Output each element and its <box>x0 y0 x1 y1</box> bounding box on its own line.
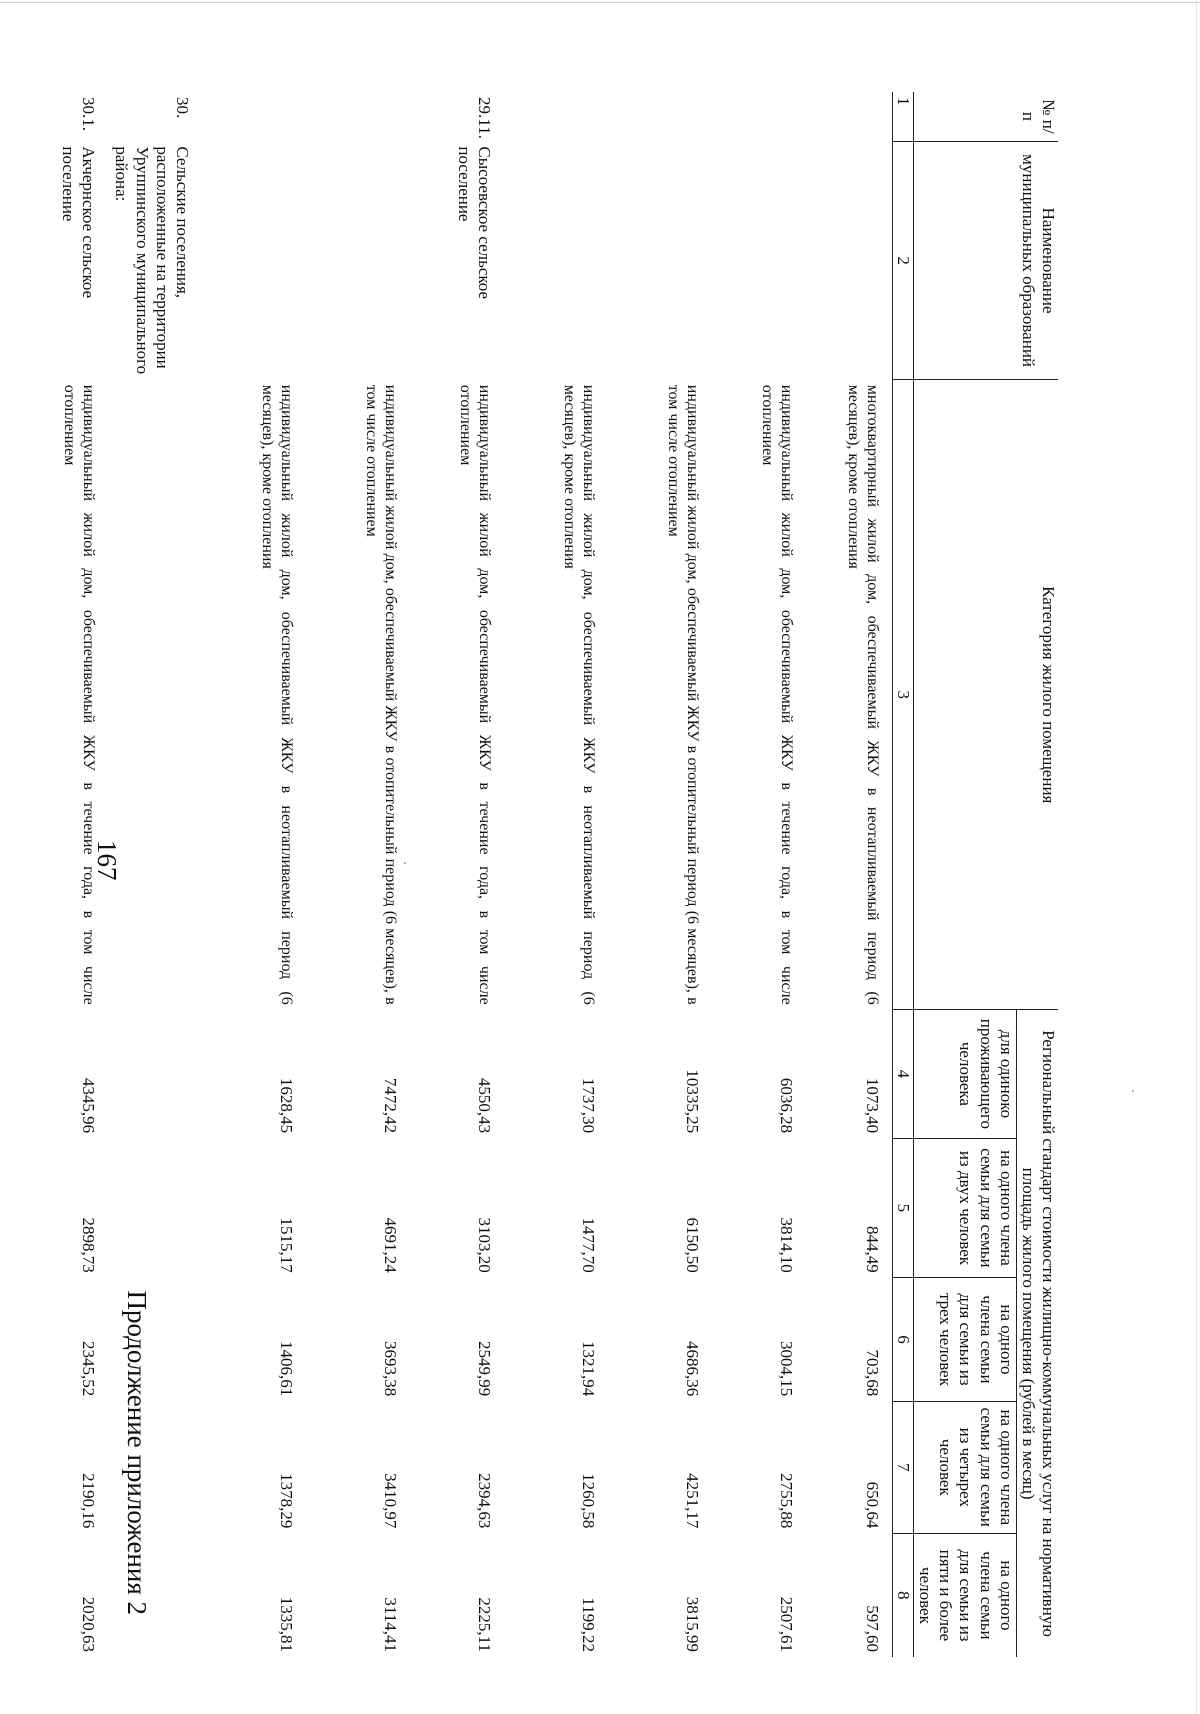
column-number-4: 4 <box>892 1010 913 1138</box>
row-municipality <box>298 141 402 379</box>
header-family-three: на одного члена семьи для семьи из трех человек <box>914 1278 1017 1402</box>
row-value-col-8: 1199,22 <box>579 1597 599 1652</box>
row-value-col-5: 4691,24 <box>381 1217 401 1273</box>
page-number: 167 <box>92 840 122 881</box>
row-municipality <box>704 141 798 379</box>
header-family-five-plus: на одного члена семьи для семьи из пяти и более человек <box>915 1549 1017 1642</box>
row-municipality <box>496 141 600 379</box>
row-value-col-7 <box>100 1401 194 1533</box>
row-value-col-6: 703,68 <box>862 1349 882 1397</box>
row-value-col-5: 1515,17 <box>277 1217 297 1273</box>
row-value-col-4: 7472,42 <box>381 1077 401 1134</box>
row-value-col-6: 1406,61 <box>277 1340 297 1397</box>
row-value-col-7: 2190,16 <box>79 1473 99 1529</box>
row-value-col-8: 2225,11 <box>475 1597 495 1652</box>
row-category: индивидуальный жилой дом, обеспечиваемый ЖКУ в отопительный период (6 месяцев), в том числе отоплением <box>363 384 400 1005</box>
row-municipality: Сысоевское сельское поселение <box>454 146 495 300</box>
continuation-label: Продолжение приложения 2 <box>122 1290 152 1615</box>
housing-cost-table <box>30 92 1058 1657</box>
row-value-col-6: 2549,99 <box>475 1340 495 1397</box>
row-value-col-8: 3114,41 <box>381 1597 401 1652</box>
row-value-col-7: 4251,17 <box>683 1473 703 1529</box>
row-value-col-4: 4550,43 <box>475 1077 495 1134</box>
table-row <box>194 92 298 1657</box>
header-standard-group: Региональный стандарт стоимости жилищно-коммунальных услуг на нормативную площадь жилого помещения (рублей в месяц) <box>1017 1010 1058 1657</box>
table-row <box>100 92 194 1657</box>
row-value-col-5: 844,49 <box>862 1225 882 1273</box>
column-number-5: 5 <box>892 1138 913 1278</box>
row-index: 30.1. <box>79 97 99 131</box>
row-value-col-4: 10335,25 <box>683 1069 703 1134</box>
row-municipality <box>194 141 298 379</box>
table-row <box>402 92 496 1657</box>
table-row <box>30 92 100 1657</box>
row-municipality: Сельские поселения, расположенные на территории Уруппинского муниципального района: <box>112 146 193 375</box>
row-value-col-4: 1073,40 <box>862 1077 882 1134</box>
row-value-col-4: 1628,45 <box>277 1077 297 1134</box>
table-body <box>30 92 892 1657</box>
row-index <box>798 92 892 141</box>
row-municipality: Акчернское сельское поселение <box>58 146 99 299</box>
column-number-7: 7 <box>892 1401 913 1533</box>
column-number-2: 2 <box>892 141 913 379</box>
row-index: 30. <box>173 97 193 119</box>
row-category: индивидуальный жилой дом, обеспечиваемый ЖКУ в течение года, в том числе отоплением <box>759 384 796 1005</box>
row-category: индивидуальный жилой дом, обеспечиваемый ЖКУ в отопительный период (6 месяцев), в том числе отоплением <box>665 384 702 1005</box>
row-value-col-6: 3004,15 <box>777 1340 797 1397</box>
header-category: Категория жилого помещения <box>914 380 1058 1010</box>
header-municipality: Наименование муниципальных образований <box>914 141 1058 379</box>
row-category <box>100 380 194 1010</box>
row-value-col-7: 650,64 <box>862 1481 882 1529</box>
row-value-col-5: 1477,70 <box>579 1217 599 1273</box>
header-index: № п/п <box>914 92 1058 141</box>
row-value-col-7: 3410,97 <box>381 1473 401 1529</box>
row-value-col-8: 2507,61 <box>777 1596 797 1652</box>
row-value-col-7: 2394,63 <box>475 1473 495 1529</box>
row-category: многоквартирный жилой дом, обеспечиваемый ЖКУ в неотапливаемый период (6 месяцев), кроме отопления <box>844 384 881 1005</box>
row-value-col-5 <box>100 1138 194 1278</box>
row-value-col-5: 3103,20 <box>475 1217 495 1273</box>
table-row <box>496 92 600 1657</box>
row-value-col-8 <box>100 1533 194 1657</box>
row-value-col-6: 4686,36 <box>683 1340 703 1397</box>
row-category: индивидуальный жилой дом, обеспечиваемый ЖКУ в течение года, в том числе отоплением <box>457 384 494 1005</box>
row-value-col-8: 1335,81 <box>277 1596 297 1652</box>
row-index: 29.11. <box>475 97 495 139</box>
row-value-col-6: 2345,52 <box>79 1340 99 1397</box>
row-category: индивидуальный жилой дом, обеспечиваемый ЖКУ в неотапливаемый период (6 месяцев), кроме отопления <box>561 384 598 1005</box>
row-municipality <box>798 141 892 379</box>
row-value-col-8: 3815,99 <box>683 1596 703 1652</box>
row-index <box>600 92 704 141</box>
row-value-col-8: 2020,63 <box>79 1596 99 1652</box>
column-number-1: 1 <box>892 92 913 141</box>
table-row <box>600 92 704 1657</box>
column-number-3: 3 <box>892 380 913 1010</box>
column-number-8: 8 <box>892 1533 913 1657</box>
row-category: индивидуальный жилой дом, обеспечиваемый ЖКУ в течение года, в том числе отоплением <box>61 384 98 1005</box>
table-row <box>298 92 402 1657</box>
row-value-col-5: 6150,50 <box>683 1217 703 1273</box>
row-value-col-5: 2898,73 <box>79 1217 99 1273</box>
row-index <box>496 92 600 141</box>
table-row <box>704 92 798 1657</box>
row-index <box>194 92 298 141</box>
row-value-col-5: 3814,10 <box>777 1217 797 1273</box>
row-value-col-4 <box>100 1010 194 1138</box>
row-municipality <box>600 141 704 379</box>
table-row <box>798 92 892 1657</box>
header-family-four: на одного члена семьи для семьи из четырех человек <box>914 1401 1017 1533</box>
row-index <box>298 92 402 141</box>
row-value-col-6: 3693,38 <box>381 1340 401 1397</box>
row-value-col-8: 597,60 <box>862 1605 882 1652</box>
row-value-col-4: 1737,30 <box>579 1077 599 1134</box>
row-index <box>704 92 798 141</box>
row-value-col-4: 4345,96 <box>79 1077 99 1134</box>
row-value-col-6: 1321,94 <box>579 1340 599 1397</box>
header-family-two: на одного члена семьи для семьи из двух человек <box>914 1138 1017 1278</box>
column-number-6: 6 <box>892 1278 913 1402</box>
row-value-col-7: 1378,29 <box>277 1473 297 1529</box>
row-value-col-6 <box>100 1278 194 1402</box>
row-value-col-4: 6036,28 <box>777 1077 797 1134</box>
row-category: индивидуальный жилой дом, обеспечиваемый ЖКУ в неотапливаемый период (6 месяцев), кроме отопления <box>259 384 296 1005</box>
header-single: для одиноко проживающего человека <box>914 1010 1017 1138</box>
row-value-col-7: 2755,88 <box>777 1473 797 1529</box>
row-value-col-7: 1260,58 <box>579 1473 599 1529</box>
